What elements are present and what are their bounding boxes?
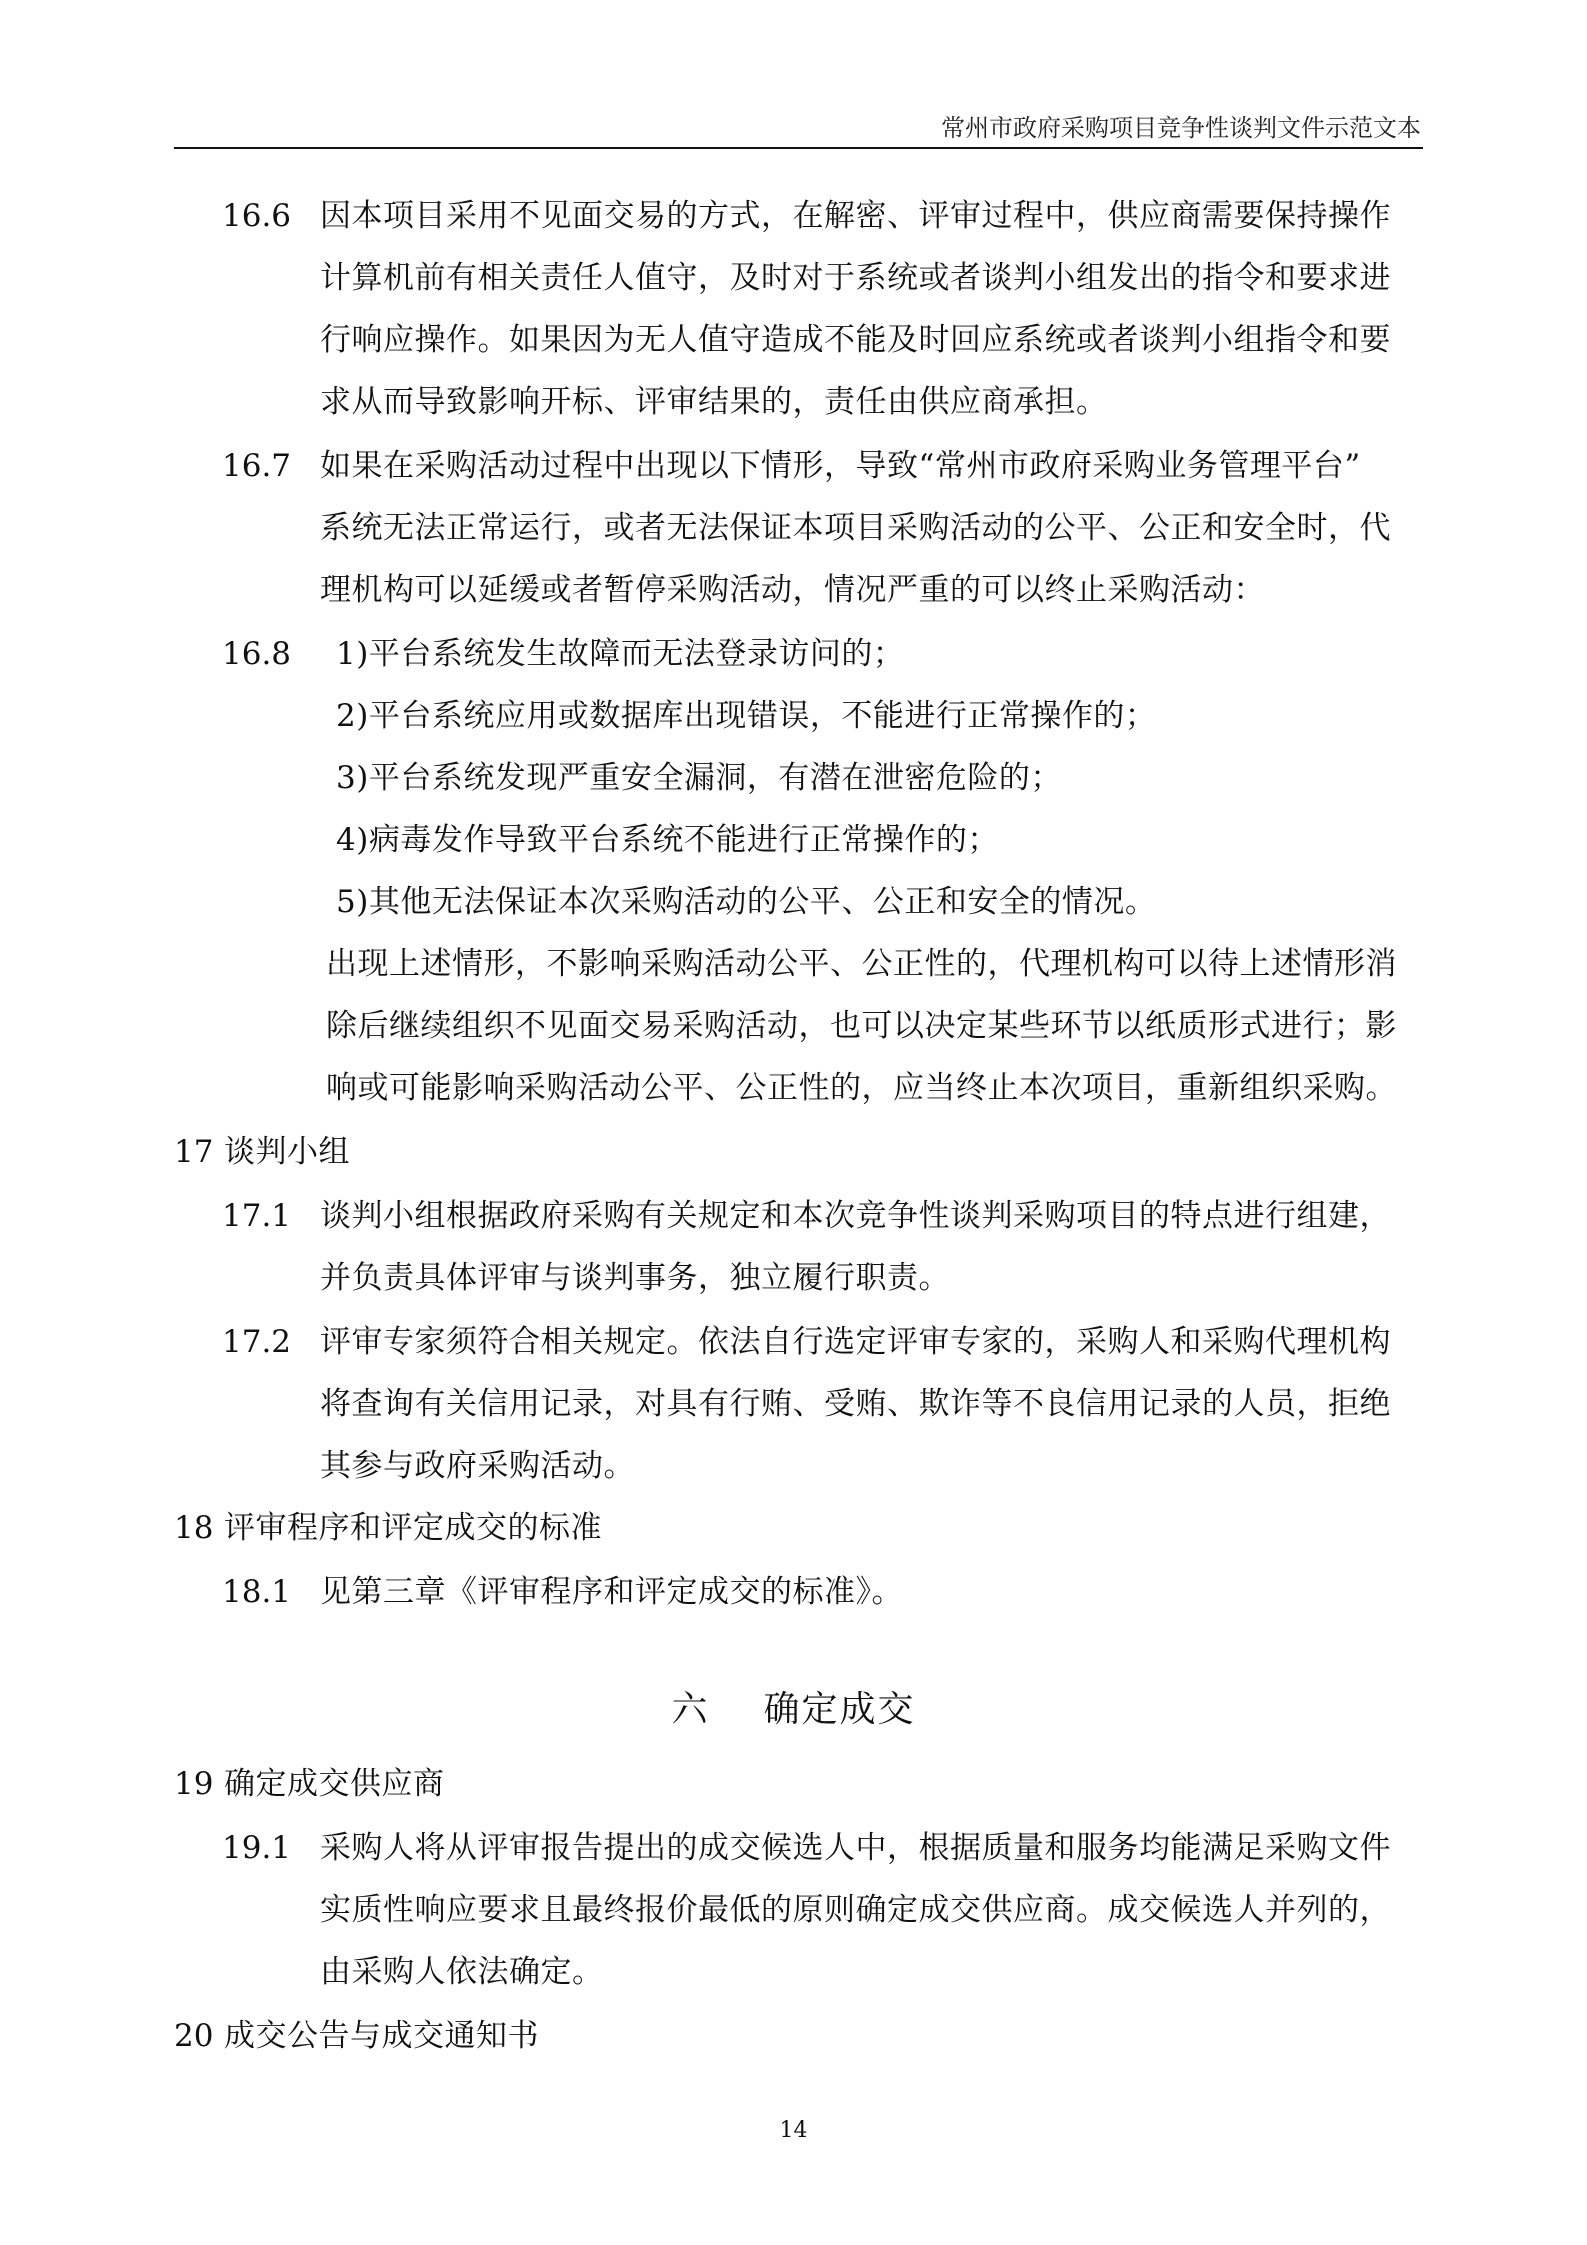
list-item: 4)病毒发作导致平台系统不能进行正常操作的；: [336, 822, 999, 858]
section-number: 19: [174, 1766, 214, 1802]
clause-number: 16.7: [222, 448, 292, 484]
text-line: 评审专家须符合相关规定。依法自行选定评审专家的，采购人和采购代理机构: [320, 1324, 1391, 1360]
list-item: 1)平台系统发生故障而无法登录访问的；: [336, 636, 905, 672]
section-heading: 成交公告与成交通知书: [224, 2018, 539, 2054]
text-line: 实质性响应要求且最终报价最低的原则确定成交供应商。成交候选人并列的，: [320, 1892, 1391, 1928]
clause-number: 19.1: [222, 1830, 292, 1866]
text-line: 并负责具体评审与谈判事务，独立履行职责。: [320, 1260, 950, 1296]
text-line: 计算机前有相关责任人值守，及时对于系统或者谈判小组发出的指令和要求进: [320, 260, 1391, 296]
clause-number: 16.8: [222, 636, 292, 672]
text-line: 采购人将从评审报告提出的成交候选人中，根据质量和服务均能满足采购文件: [320, 1830, 1391, 1866]
header-title: 常州市政府采购项目竞争性谈判文件示范文本: [941, 114, 1421, 142]
clause-number: 17.2: [222, 1324, 292, 1360]
text-line: 由采购人依法确定。: [320, 1954, 604, 1990]
section-number: 17: [174, 1134, 214, 1170]
text-line: 出现上述情形，不影响采购活动公平、公正性的，代理机构可以待上述情形消: [326, 946, 1397, 982]
clause-number: 18.1: [222, 1574, 292, 1610]
list-item: 3)平台系统发现严重安全漏洞，有潜在泄密危险的；: [336, 760, 1062, 796]
page-number: 14: [779, 2118, 808, 2143]
text-line: 将查询有关信用记录，对具有行贿、受贿、欺诈等不良信用记录的人员，拒绝: [320, 1386, 1391, 1422]
chapter-name: 确定成交: [763, 1689, 916, 1730]
list-item: 2)平台系统应用或数据库出现错误，不能进行正常操作的；: [336, 698, 1157, 734]
header-divider: [174, 147, 1423, 149]
text-line: 理机构可以延缓或者暂停采购活动，情况严重的可以终止采购活动：: [320, 572, 1265, 608]
section-heading: 评审程序和评定成交的标准: [224, 1510, 602, 1546]
list-item: 5)其他无法保证本次采购活动的公平、公正和安全的情况。: [336, 884, 1157, 920]
text-line: 系统无法正常运行，或者无法保证本项目采购活动的公平、公正和安全时，代: [320, 510, 1391, 546]
text-line: 其参与政府采购活动。: [320, 1448, 635, 1484]
text-line: 见第三章《评审程序和评定成交的标准》。: [320, 1574, 903, 1610]
section-heading: 确定成交供应商: [224, 1766, 445, 1802]
text-line: 除后继续组织不见面交易采购活动，也可以决定某些环节以纸质形式进行；影: [326, 1008, 1397, 1044]
text-line: 谈判小组根据政府采购有关规定和本次竞争性谈判采购项目的特点进行组建，: [320, 1198, 1391, 1234]
chapter-title: [0, 1686, 1587, 1734]
text-line: 求从而导致影响开标、评审结果的，责任由供应商承担。: [320, 384, 1108, 420]
clause-number: 16.6: [222, 198, 292, 234]
text-line: 因本项目采用不见面交易的方式，在解密、评审过程中，供应商需要保持操作: [320, 198, 1391, 234]
section-heading: 谈判小组: [224, 1134, 350, 1170]
section-number: 18: [174, 1510, 214, 1546]
section-number: 20: [174, 2018, 214, 2054]
clause-number: 17.1: [222, 1198, 292, 1234]
text-line: 行响应操作。如果因为无人值守造成不能及时回应系统或者谈判小组指令和要: [320, 322, 1391, 358]
text-line: 如果在采购活动过程中出现以下情形，导致“常州市政府采购业务管理平台”: [320, 448, 1361, 484]
text-line: 响或可能影响采购活动公平、公正性的，应当终止本次项目，重新组织采购。: [326, 1070, 1397, 1106]
chapter-number: 六: [671, 1689, 710, 1730]
